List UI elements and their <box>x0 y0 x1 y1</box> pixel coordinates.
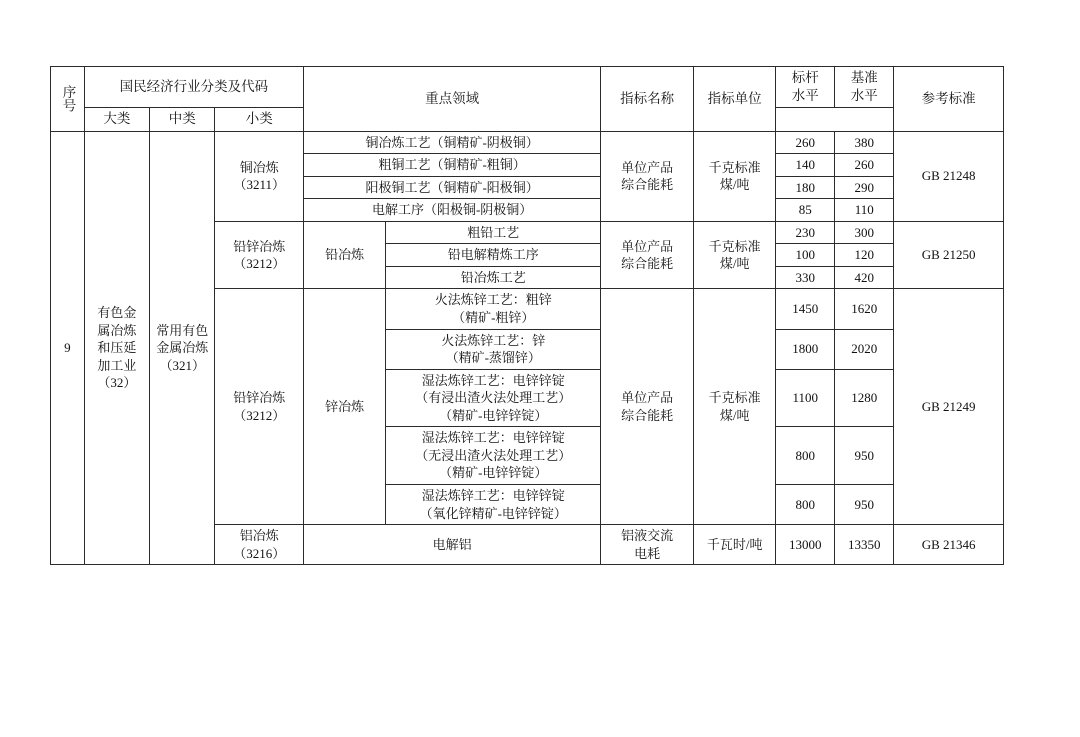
cell-baseline: 120 <box>835 244 894 267</box>
cell-reference-standard: GB 21346 <box>894 525 1004 565</box>
table-header-row-1 <box>51 67 1004 108</box>
header-minor: 小类 <box>215 108 304 131</box>
cell-baseline: 1280 <box>835 369 894 427</box>
cell-key-field: 阳极铜工艺（铜精矿-阳极铜） <box>304 176 601 199</box>
cell-baseline: 110 <box>835 199 894 222</box>
cell-benchmark: 85 <box>776 199 835 222</box>
cell-minor-category: 铅锌冶炼 （3212） <box>215 289 304 525</box>
header-middle: 中类 <box>150 108 215 131</box>
cell-reference-standard: GB 21248 <box>894 131 1004 221</box>
cell-indicator-unit: 千克标准 煤/吨 <box>694 289 776 525</box>
header-seq: 序号 <box>51 67 85 132</box>
cell-key-field: 湿法炼锌工艺：电锌锌锭 （有浸出渣火法处理工艺） （精矿-电锌锌锭） <box>386 369 601 427</box>
cell-minor-category: 铝冶炼 （3216） <box>215 525 304 565</box>
cell-key-field: 粗铜工艺（铜精矿-粗铜） <box>304 154 601 177</box>
cell-indicator-name: 单位产品 综合能耗 <box>601 289 694 525</box>
cell-indicator-unit: 千克标准 煤/吨 <box>694 131 776 221</box>
cell-middle-category: 常用有色 金属冶炼 （321） <box>150 131 215 564</box>
cell-baseline: 300 <box>835 221 894 244</box>
cell-key-field: 火法炼锌工艺：锌 （精矿-蒸馏锌） <box>386 329 601 369</box>
standards-table-container <box>50 66 1004 565</box>
header-reference-standard: 参考标准 <box>894 67 1004 132</box>
cell-benchmark: 100 <box>776 244 835 267</box>
header-benchmark-level: 标杆 水平 <box>776 67 835 108</box>
header-indicator-unit: 指标单位 <box>694 67 776 132</box>
cell-key-field: 火法炼锌工艺：粗锌 （精矿-粗锌） <box>386 289 601 329</box>
cell-minor-category: 铅锌冶炼 （3212） <box>215 221 304 289</box>
cell-benchmark: 800 <box>776 484 835 524</box>
cell-minor-category: 铜冶炼 （3211） <box>215 131 304 221</box>
cell-benchmark: 230 <box>776 221 835 244</box>
cell-sub-process: 铅冶炼 <box>304 221 386 289</box>
cell-baseline: 380 <box>835 131 894 154</box>
header-key-field: 重点领域 <box>304 67 601 132</box>
cell-indicator-name: 单位产品 综合能耗 <box>601 131 694 221</box>
cell-baseline: 13350 <box>835 525 894 565</box>
cell-key-field: 电解工序（阳极铜-阴极铜） <box>304 199 601 222</box>
cell-indicator-unit: 千克标准 煤/吨 <box>694 221 776 289</box>
cell-benchmark: 1100 <box>776 369 835 427</box>
cell-sub-process: 锌冶炼 <box>304 289 386 525</box>
cell-baseline: 950 <box>835 484 894 524</box>
standards-table <box>50 66 1004 565</box>
cell-key-field: 电解铝 <box>304 525 601 565</box>
cell-benchmark: 140 <box>776 154 835 177</box>
cell-benchmark: 800 <box>776 427 835 485</box>
header-major: 大类 <box>84 108 149 131</box>
cell-key-field: 湿法炼锌工艺：电锌锌锭 （无浸出渣火法处理工艺） （精矿-电锌锌锭） <box>386 427 601 485</box>
header-indicator-name: 指标名称 <box>601 67 694 132</box>
cell-reference-standard: GB 21250 <box>894 221 1004 289</box>
cell-key-field: 铜冶炼工艺（铜精矿-阴极铜） <box>304 131 601 154</box>
cell-indicator-name: 铝液交流 电耗 <box>601 525 694 565</box>
cell-benchmark: 13000 <box>776 525 835 565</box>
cell-baseline: 260 <box>835 154 894 177</box>
header-baseline-level: 基准 水平 <box>835 67 894 108</box>
cell-indicator-name: 单位产品 综合能耗 <box>601 221 694 289</box>
cell-benchmark: 1800 <box>776 329 835 369</box>
cell-reference-standard: GB 21249 <box>894 289 1004 525</box>
cell-major-category: 有色金 属冶炼 和压延 加工业 （32） <box>84 131 149 564</box>
cell-benchmark: 180 <box>776 176 835 199</box>
cell-baseline: 950 <box>835 427 894 485</box>
cell-benchmark: 330 <box>776 266 835 289</box>
cell-key-field: 铅电解精炼工序 <box>386 244 601 267</box>
cell-baseline: 2020 <box>835 329 894 369</box>
header-industry-group: 国民经济行业分类及代码 <box>84 67 303 108</box>
cell-key-field: 铅冶炼工艺 <box>386 266 601 289</box>
cell-indicator-unit: 千瓦时/吨 <box>694 525 776 565</box>
cell-benchmark: 260 <box>776 131 835 154</box>
cell-baseline: 1620 <box>835 289 894 329</box>
cell-seq: 9 <box>51 131 85 564</box>
cell-key-field: 湿法炼锌工艺：电锌锌锭 （氧化锌精矿-电锌锌锭） <box>386 484 601 524</box>
table-row <box>51 131 1004 154</box>
cell-benchmark: 1450 <box>776 289 835 329</box>
cell-baseline: 290 <box>835 176 894 199</box>
cell-baseline: 420 <box>835 266 894 289</box>
cell-key-field: 粗铅工艺 <box>386 221 601 244</box>
